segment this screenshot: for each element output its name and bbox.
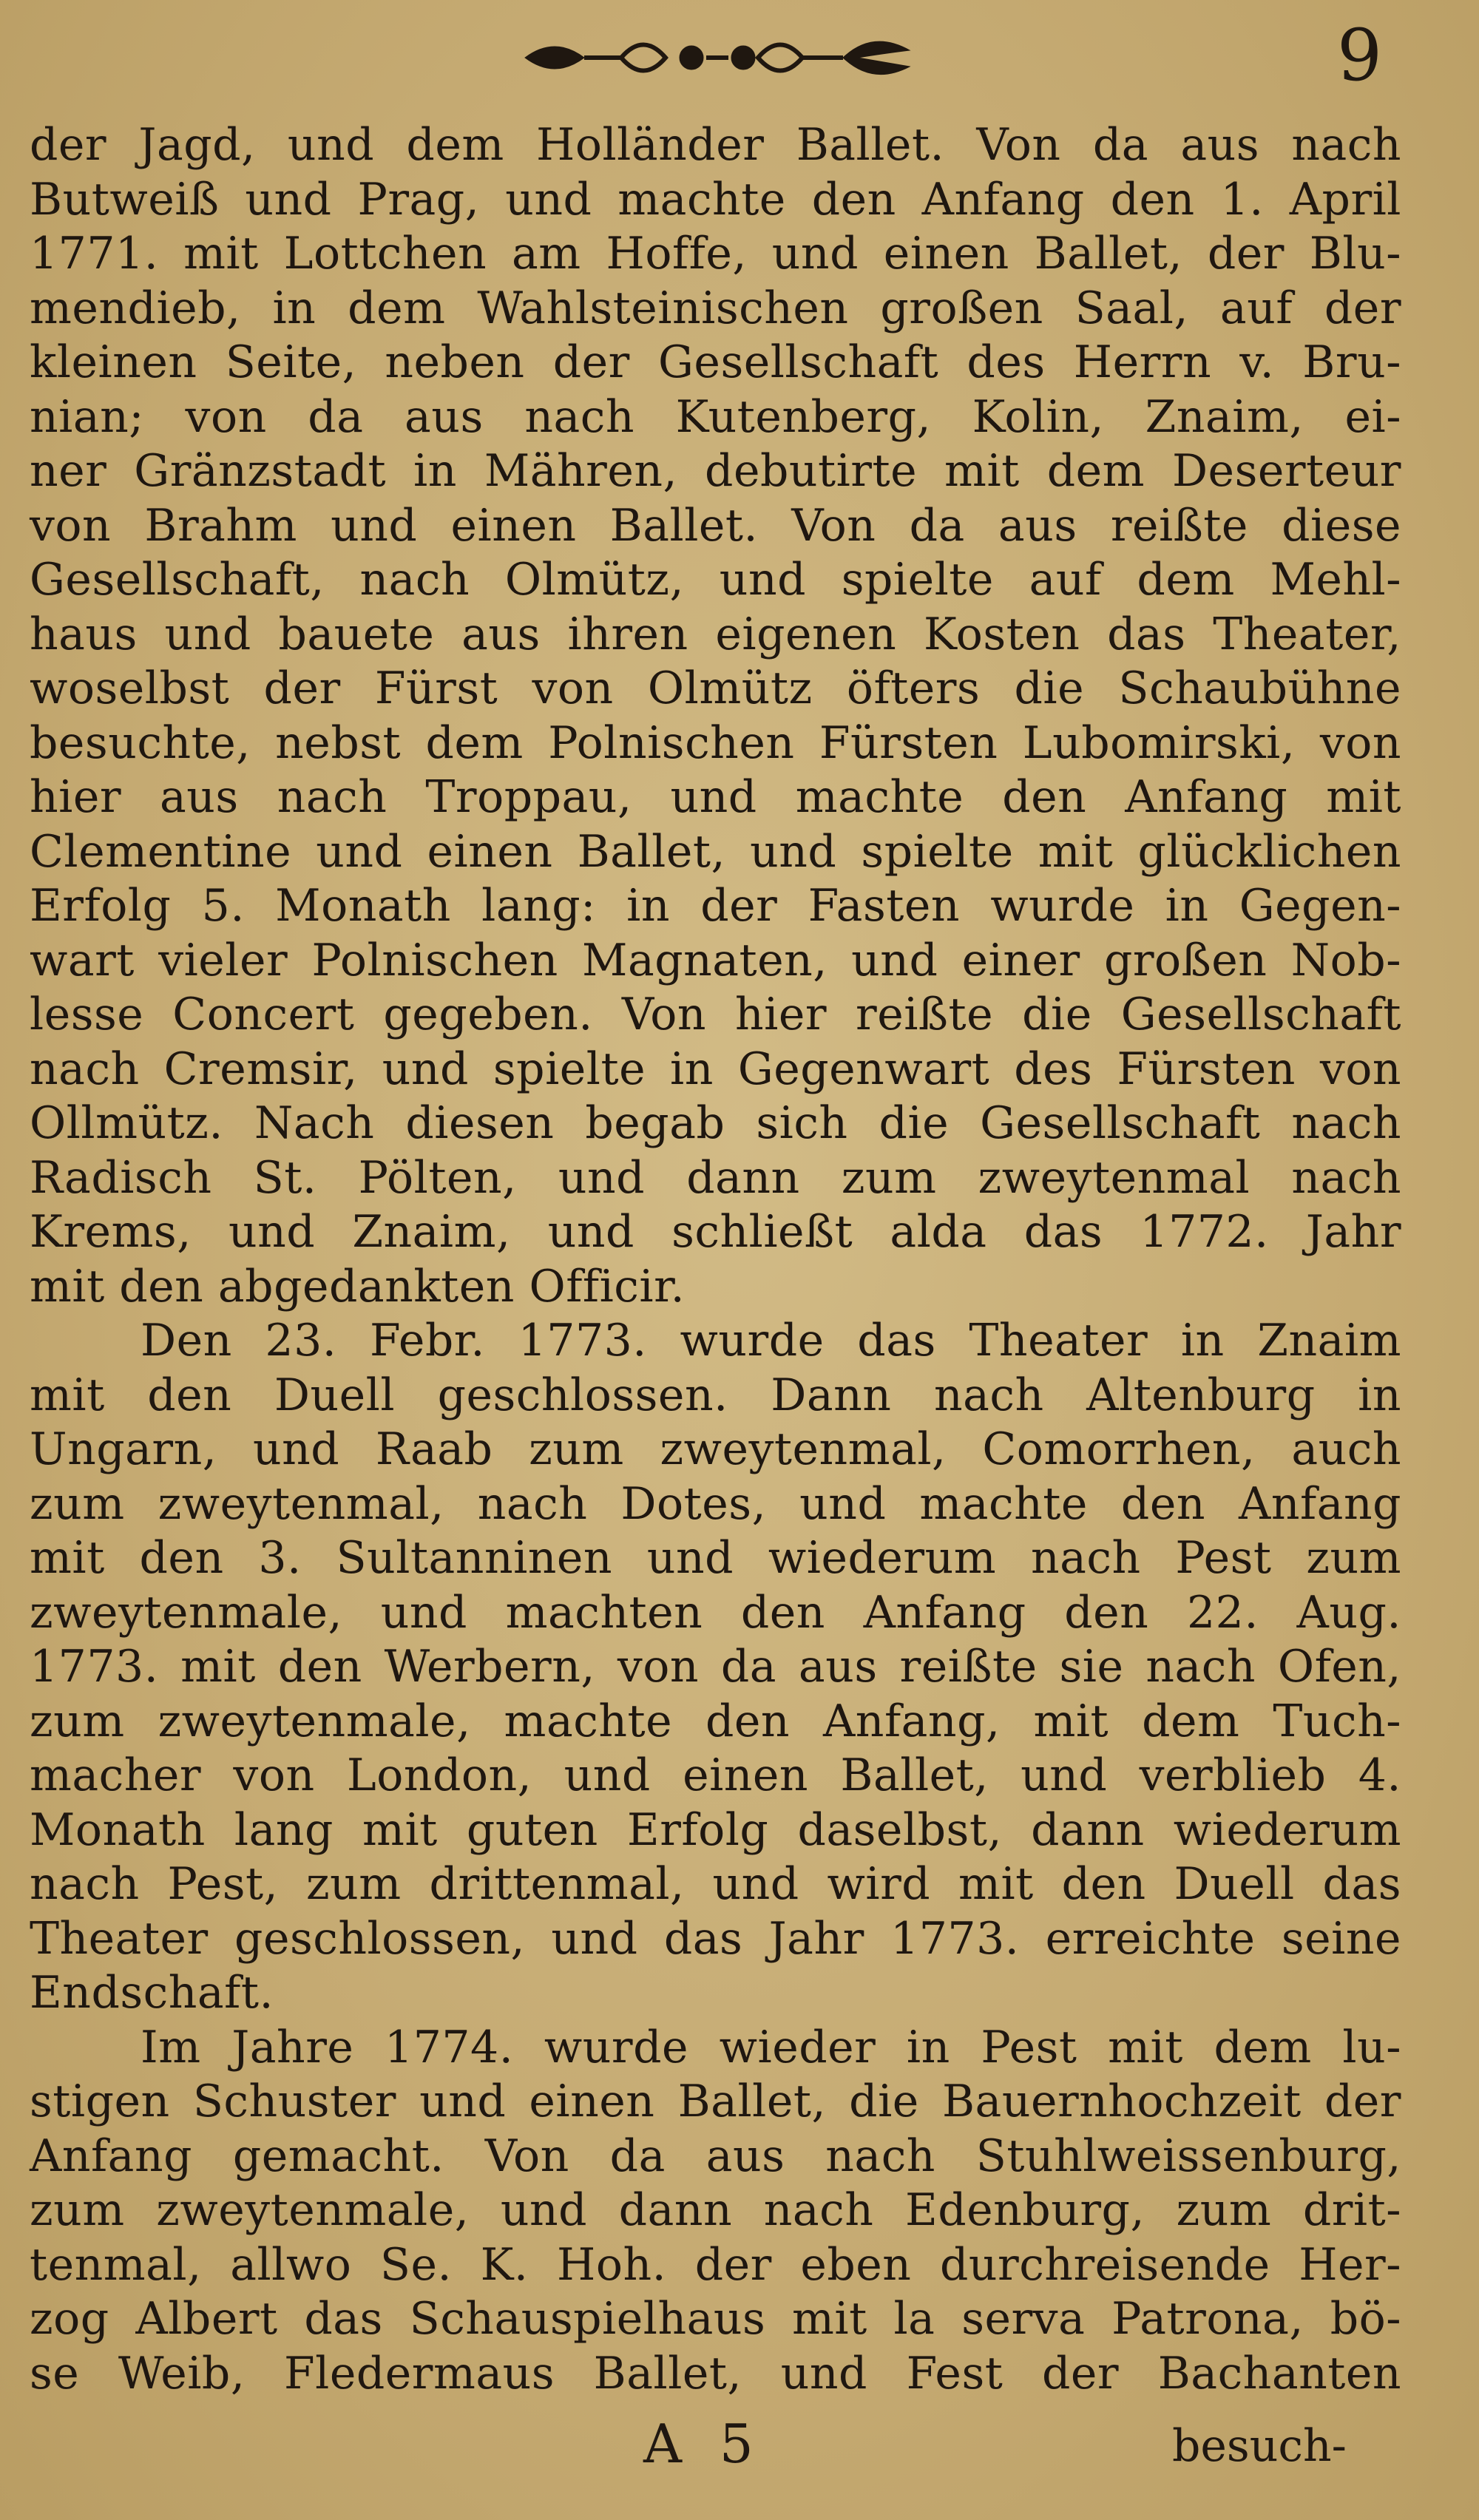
text-line: 1773. mit den Werbern, von da aus reißte sie nach Ofen, bbox=[30, 1641, 1401, 1693]
text-line: stigen Schuster und einen Ballet, die Bauernhochzeit der bbox=[30, 2076, 1401, 2127]
text-line: kleinen Seite, neben der Gesellschaft des Herrn v. Bru- bbox=[30, 336, 1401, 388]
catchword: besuch- bbox=[1172, 2420, 1347, 2472]
text-line: Monath lang mit guten Erfolg daselbst, dann wiederum bbox=[30, 1803, 1401, 1856]
text-line: zweytenmale, und machten den Anfang den 22. Aug. bbox=[30, 1586, 1401, 1639]
text-line: Butweiß und Prag, und machte den Anfang den 1. April bbox=[30, 173, 1401, 226]
text-line: mendieb, in dem Wahlsteinischen großen Saal, auf der bbox=[30, 282, 1401, 334]
text-line: 1771. mit Lottchen am Hoffe, und einen Ballet, der Blu- bbox=[30, 228, 1401, 280]
text-line: Clementine und einen Ballet, und spielte mit glücklichen bbox=[30, 825, 1401, 878]
text-line: haus und bauete aus ihren eigenen Kosten das Theater, bbox=[30, 608, 1401, 660]
decorative-ornament-icon bbox=[510, 21, 924, 95]
text-line: Erfolg 5. Monath lang: in der Fasten wurde in Gegen- bbox=[30, 880, 1401, 932]
text-line: Krems, und Znaim, und schließt alda das 1772. Jahr bbox=[30, 1206, 1401, 1258]
text-line: Ungarn, und Raab zum zweytenmal, Comorrhen, auch bbox=[30, 1423, 1401, 1475]
text-line: Gesellschaft, nach Olmütz, und spielte auf dem Mehl- bbox=[30, 554, 1401, 606]
paragraph-start-line: Im Jahre 1774. wurde wieder in Pest mit dem lu- bbox=[141, 2021, 1401, 2073]
text-line: lesse Concert gegeben. Von hier reißte die Gesellschaft bbox=[30, 989, 1401, 1040]
text-line: der Jagd, und dem Holländer Ballet. Von da aus nach bbox=[30, 119, 1401, 171]
text-line: Ollmütz. Nach diesen begab sich die Gesellschaft nach bbox=[30, 1097, 1401, 1149]
signature-mark: A 5 bbox=[643, 2413, 764, 2475]
text-line: nach Cremsir, und spielte in Gegenwart des Fürsten von bbox=[30, 1043, 1401, 1095]
text-line: tenmal, allwo Se. K. Hoh. der eben durchreisende Her- bbox=[30, 2238, 1401, 2291]
text-line: macher von London, und einen Ballet, und verblieb 4. bbox=[30, 1750, 1401, 1801]
page-number: 9 bbox=[1337, 14, 1383, 97]
text-line: von Brahm und einen Ballet. Von da aus reißte diese bbox=[30, 499, 1401, 552]
text-line: zog Albert das Schauspielhaus mit la serva Patrona, bö- bbox=[30, 2293, 1401, 2345]
text-line: mit den 3. Sultanninen und wiederum nach Pest zum bbox=[30, 1532, 1401, 1584]
text-line: Anfang gemacht. Von da aus nach Stuhlweissenburg, bbox=[30, 2130, 1401, 2182]
text-line: Radisch St. Pölten, und dann zum zweytenmal nach bbox=[30, 1151, 1401, 1204]
text-line: ner Gränzstadt in Mähren, debutirte mit dem Deserteur bbox=[30, 445, 1401, 497]
text-line: zum zweytenmale, machte den Anfang, mit dem Tuch- bbox=[30, 1695, 1401, 1747]
text-line: mit den Duell geschlossen. Dann nach Altenburg in bbox=[30, 1369, 1401, 1421]
text-line: nian; von da aus nach Kutenberg, Kolin, Znaim, ei- bbox=[30, 390, 1401, 443]
text-line: woselbst der Fürst von Olmütz öfters die Schaubühne bbox=[30, 663, 1401, 714]
text-line: hier aus nach Troppau, und machte den Anfang mit bbox=[30, 771, 1401, 823]
paragraph-start-line: Den 23. Febr. 1773. wurde das Theater in Znaim bbox=[141, 1315, 1401, 1366]
text-line: zum zweytenmal, nach Dotes, und machte den Anfang bbox=[30, 1477, 1401, 1530]
text-line: Theater geschlossen, und das Jahr 1773. erreichte seine bbox=[30, 1912, 1401, 1965]
text-line: besuchte, nebst dem Polnischen Fürsten Lubomirski, von bbox=[30, 717, 1401, 769]
text-line: Endschaft. bbox=[30, 1967, 274, 2019]
text-line: zum zweytenmale, und dann nach Edenburg, zum drit- bbox=[30, 2184, 1401, 2236]
text-line: se Weib, Fledermaus Ballet, und Fest der Bachanten bbox=[30, 2347, 1401, 2399]
text-line: mit den abgedankten Officir. bbox=[30, 1260, 686, 1312]
text-line: wart vieler Polnischen Magnaten, und einer großen Nob- bbox=[30, 934, 1401, 986]
body-text bbox=[30, 118, 1401, 2401]
text-line: nach Pest, zum drittenmal, und wird mit den Duell das bbox=[30, 1858, 1401, 1910]
